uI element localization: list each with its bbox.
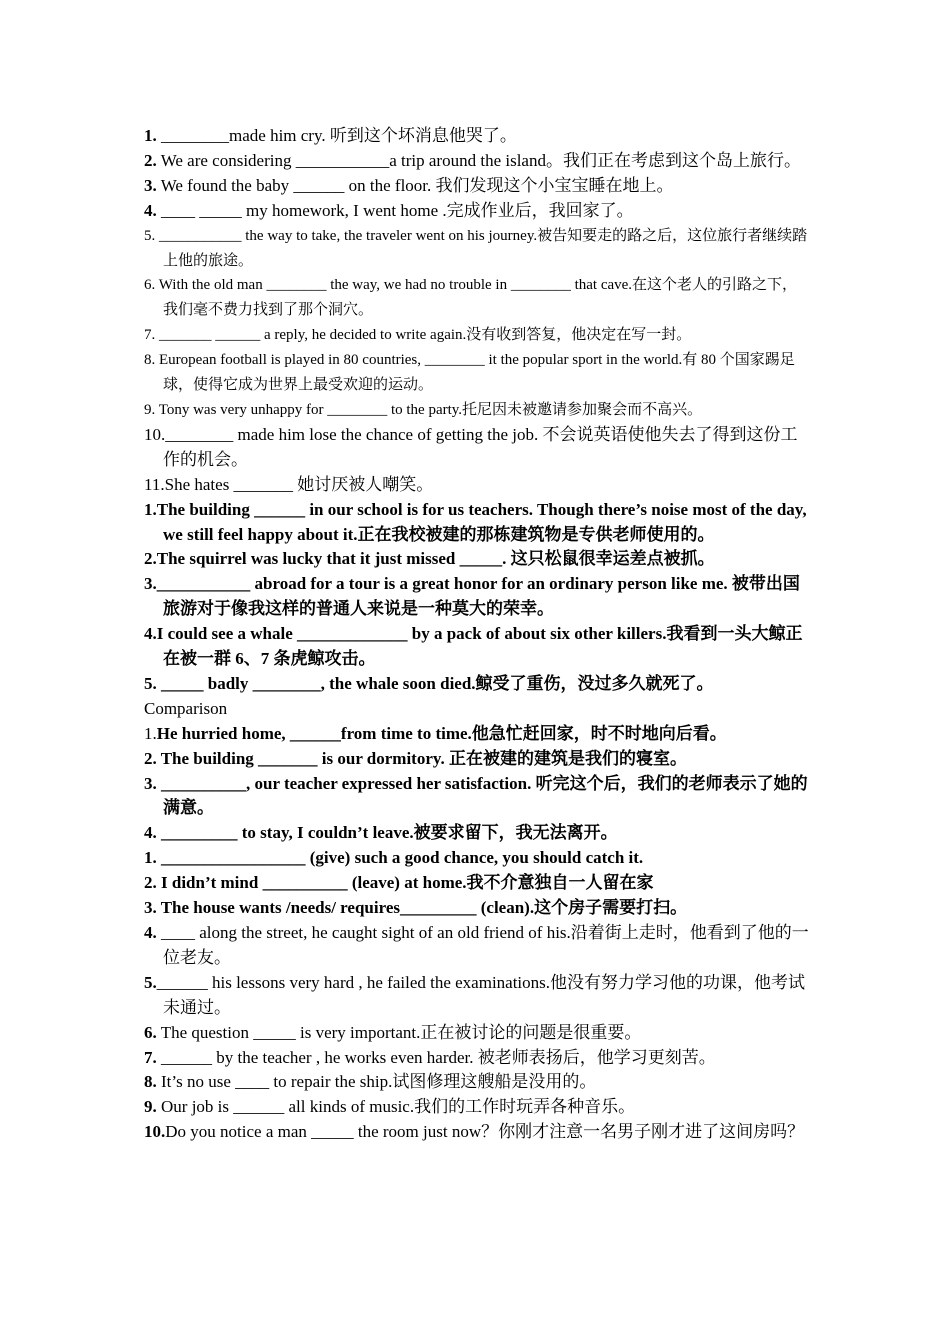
exercise-line: 8. It’s no use ____ to repair the ship.试图修理这艘船是没用的。 [144, 1072, 597, 1092]
exercise-line: 10.________ made him lose the chance of getting the job. 不会说英语使他失去了得到这份工作的机会。 [144, 424, 798, 469]
exercise-line: 3. __________, our teacher expressed her satisfaction. 听完这个后，我们的老师表示了她的满意。 [144, 773, 808, 818]
exercise-line: 5.______ his lessons very hard , he failed the examinations.他没有努力学习他的功课，他考试未通过。 [144, 972, 806, 1017]
document-body [144, 124, 810, 1145]
exercise-line: 2.The squirrel was lucky that it just missed _____. 这只松鼠很幸运差点被抓。 [144, 549, 715, 569]
exercise-line: 9. Tony was very unhappy for ________ to the party.托尼因未被邀请参加聚会而不高兴。 [144, 401, 703, 418]
exercise-line: 6. With the old man ________ the way, we had no trouble in ________ that cave.在这个老人的引路之下，我们毫不费力找到了那个洞穴。 [144, 277, 798, 319]
exercise-line: 1.The building ______ in our school is for us teachers. Though there’s noise most of the day, we still feel happy about it.正在我校被建的那栋建筑物是专供老师使用的。 [144, 499, 807, 544]
exercise-line: 2. I didn’t mind __________ (leave) at home.我不介意独自一人留在家 [144, 873, 654, 893]
exercise-line: 2. We are considering ___________a trip around the island。我们正在考虑到这个岛上旅行。 [144, 150, 801, 170]
exercise-line: 9. Our job is ______ all kinds of music.我们的工作时玩弄各种音乐。 [144, 1097, 636, 1117]
exercise-line: 4. _________ to stay, I couldn’t leave.被要求留下，我无法离开。 [144, 823, 618, 843]
exercise-line: 11.She hates _______ 她讨厌被人嘲笑。 [144, 474, 434, 494]
exercise-line: 1. _________________ (give) such a good chance, you should catch it. [144, 848, 644, 868]
section-heading-comparison: Comparison [144, 698, 228, 718]
exercise-line: 7. ______ by the teacher , he works even harder. 被老师表扬后，他学习更刻苦。 [144, 1047, 716, 1067]
exercise-line: 1.He hurried home, ______from time to time.他急忙赶回家，时不时地向后看。 [144, 723, 727, 743]
exercise-line: 8. European football is played in 80 countries, ________ it the popular sport in the world.有 80 个国家踢足球，使得它成为世界上最受欢迎的运动。 [144, 352, 795, 394]
exercise-line: 4. ____ _____ my homework, I went home .完成作业后，我回家了。 [144, 200, 634, 220]
exercise-line: 5. ___________ the way to take, the traveler went on his journey.被告知要走的路之后，这位旅行者继续踏上他的旅途。 [144, 227, 808, 269]
exercise-line: 3. We found the baby ______ on the floor. 我们发现这个小宝宝睡在地上。 [144, 175, 674, 195]
exercise-line: 7. _______ ______ a reply, he decided to write again.没有收到答复，他决定在写一封。 [144, 327, 692, 344]
exercise-line: 4. ____ along the street, he caught sight of an old friend of his.沿着街上走时，他看到了他的一位老友。 [144, 923, 809, 967]
exercise-line: 10.Do you notice a man _____ the room just now？你刚才注意一名男子刚才进了这间房吗？ [144, 1122, 805, 1142]
exercise-line: 2. The building _______ is our dormitory. 正在被建的建筑是我们的寝室。 [144, 748, 687, 768]
exercise-line: 4.I could see a whale _____________ by a pack of about six other killers.我看到一头大鲸正在被一群 6、7 条虎鲸攻击。 [144, 624, 803, 669]
exercise-line: 5. _____ badly ________, the whale soon died.鲸受了重伤，没过多久就死了。 [144, 673, 714, 693]
exercise-line: 1. ________made him cry. 听到这个坏消息他哭了。 [144, 126, 517, 145]
exercise-line: 6. The question _____ is very important.正在被讨论的问题是很重要。 [144, 1022, 642, 1042]
exercise-line: 3.___________ abroad for a tour is a great honor for an ordinary person like me. 被带出国旅游对于像我这样的普通人来说是一种莫大的荣幸。 [144, 574, 800, 619]
exercise-line: 3. The house wants /needs/ requires_________ (clean).这个房子需要打扫。 [144, 898, 688, 918]
